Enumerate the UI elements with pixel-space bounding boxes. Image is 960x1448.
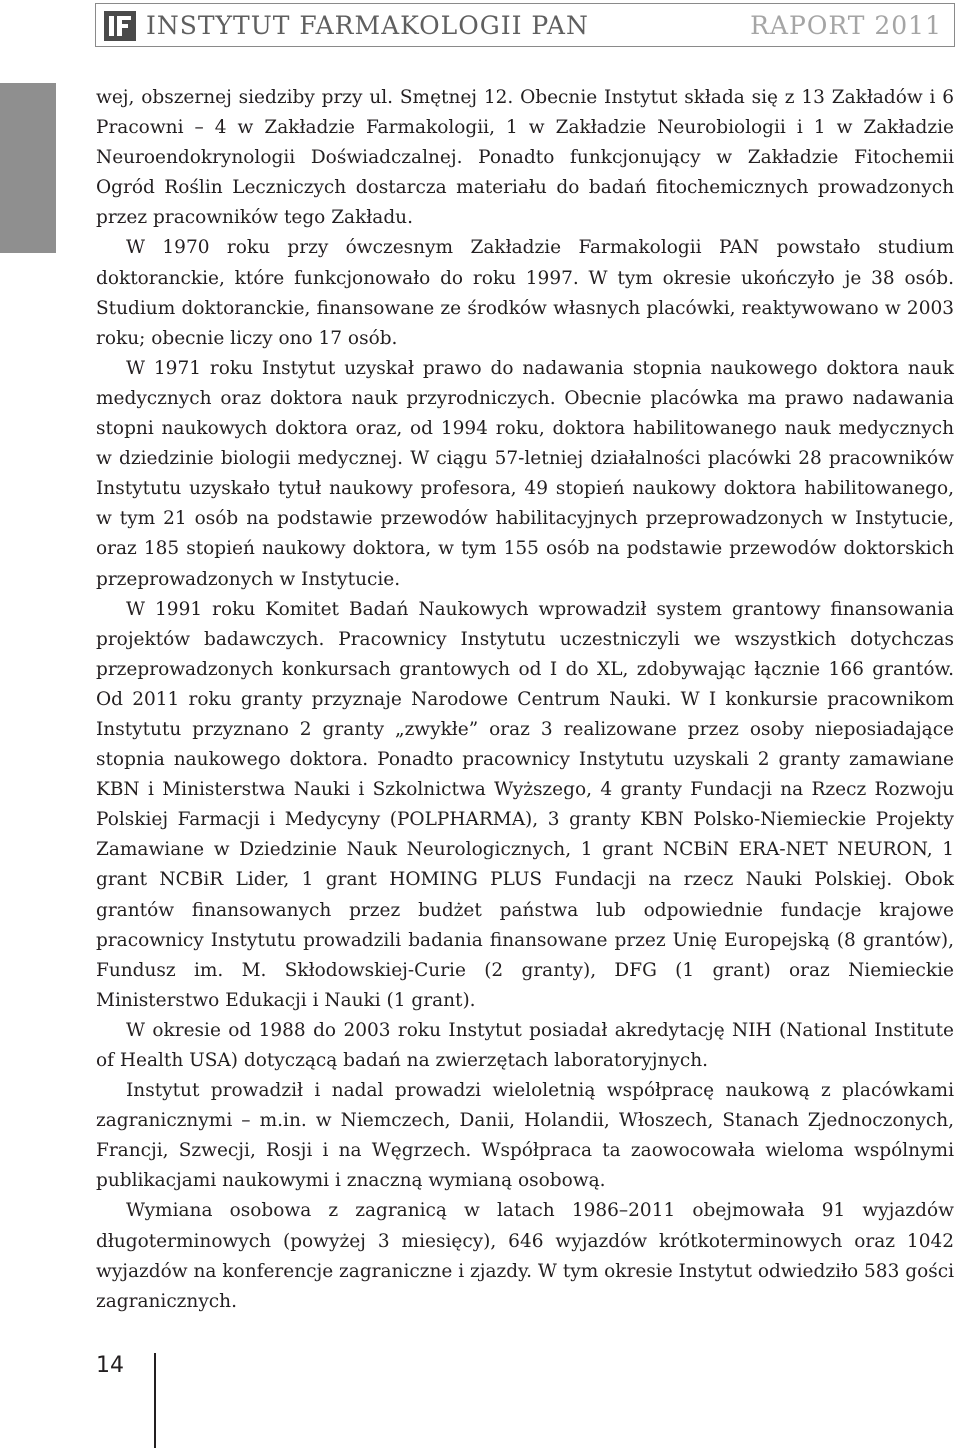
footer-divider xyxy=(154,1353,156,1448)
paragraph: W 1970 roku przy ówczesnym Zakładzie Farmakologii PAN powstało studium doktoranckie, które funkcjonowało do roku 1997. W tym okresie ukończyło je 38 osób. Studium doktoranckie, finansowane ze środków własnych placówki, reaktywowano w 2003 roku; obecnie liczy ono 17 osób. xyxy=(96,237,954,349)
paragraph: W 1991 roku Komitet Badań Naukowych wprowadził system grantowy finansowania projektów badawczych. Pracownicy Instytutu uczestniczyli we wszystkich dotychczas przeprowadzonych konkursach grantowych od I do XL, zdobywając łącznie 166 grantów. Od 2011 roku granty przyznaje Narodowe Centrum Nauki. W I konkursie pracownikom Instytutu przyznano 2 granty „zwykłe” oraz 3 realizowane przez osoby nieposiadające stopnia naukowego doktora. Ponadto pracownicy Instytutu uzyskali 2 granty zamawiane KBN i Ministerstwa Nauki i Szkolnictwa Wyższego, 4 granty Fundacji na Rzecz Rozwoju Polskiej Farmacji i Medycyny (POLPHARMA), 3 granty KBN Polsko-Niemieckie Projekty Zamawiane w Dziedzinie Nauk Neurologicznych, 1 grant NCBiN ERA-NET NEURON, 1 grant NCBiR Lider, 1 grant HOMING PLUS Fundacji na rzecz Nauki Polskiej. Obok grantów finansowanych przez budżet państwa lub odpowiednie fundacje krajowe pracownicy Instytutu prowadzili badania finansowane przez Unię Europejską (8 grantów), Fundusz im. M. Skłodowskiej-Curie (2 granty), DFG (1 grant) oraz Niemieckie Ministerstwo Edukacji i Nauki (1 grant). xyxy=(96,598,954,1011)
if-logo-icon xyxy=(104,11,136,41)
paragraph: Instytut prowadził i nadal prowadzi wieloletnią współpracę naukową z placówkami zagranicznymi – m.in. w Niemczech, Danii, Holandii, Włoszech, Stanach Zjednoczonych, Francji, Szwecji, Rosji i na Węgrzech. Współpraca ta zaowocowała wieloma wspólnymi publikacjami naukowymi i znaczną wymianą osobową. xyxy=(96,1080,954,1192)
institute-name: INSTYTUT FARMAKOLOGII PAN xyxy=(146,11,589,40)
paragraph: wej, obszernej siedziby przy ul. Smętnej 12. Obecnie Instytut składa się z 13 Zakładów i 6 Pracowni – 4 w Zakładzie Farmakologii, 1 w Zakładzie Neurobiologii i 1 w Zakładzie Neuroendokrynologii Doświadczalnej. Ponadto funkcjonujący w Zakładzie Fitochemii Ogród Roślin Leczniczych dostarcza materiału do badań fitochemicznych prowadzonych przez pracowników tego Zakładu. xyxy=(96,87,954,229)
paragraph: Wymiana osobowa z zagranicą w latach 1986–2011 obejmowała 91 wyjazdów długoterminowych (powyżej 3 miesięcy), 646 wyjazdów krótkoterminowych oraz 1042 wyjazdów na konferencje zagraniczne i zjazdy. W tym okresie Instytut odwiedziło 583 gości zagranicznych. xyxy=(96,1200,954,1312)
page-number: 14 xyxy=(96,1353,124,1378)
paragraph: W okresie od 1988 do 2003 roku Instytut posiadał akredytację NIH (National Institute of Health USA) dotyczącą badań na zwierzętach laboratoryjnych. xyxy=(96,1019,954,1071)
side-tab-marker xyxy=(0,83,56,253)
body-text xyxy=(96,83,954,1317)
running-header xyxy=(95,3,955,47)
paragraph: W 1971 roku Instytut uzyskał prawo do nadawania stopnia naukowego doktora nauk medycznych oraz doktora nauk przyrodniczych. Obecnie placówka ma prawo nadawania stopni naukowych doktora oraz, od 1994 roku, doktora habilitowanego nauk medycznych w dziedzinie biologii medycznej. W ciągu 57-letniej działalności placówki 28 pracowników Instytutu uzyskało tytuł naukowy profesora, 49 stopień naukowy doktora habilitowanego, w tym 21 osób na podstawie przewodów habilitacyjnych przeprowadzonych w Instytucie, oraz 185 stopień naukowy doktora, w tym 155 osób na podstawie przewodów doktorskich przeprowadzonych w Instytucie. xyxy=(96,357,954,590)
report-title: RAPORT 2011 xyxy=(750,11,942,40)
